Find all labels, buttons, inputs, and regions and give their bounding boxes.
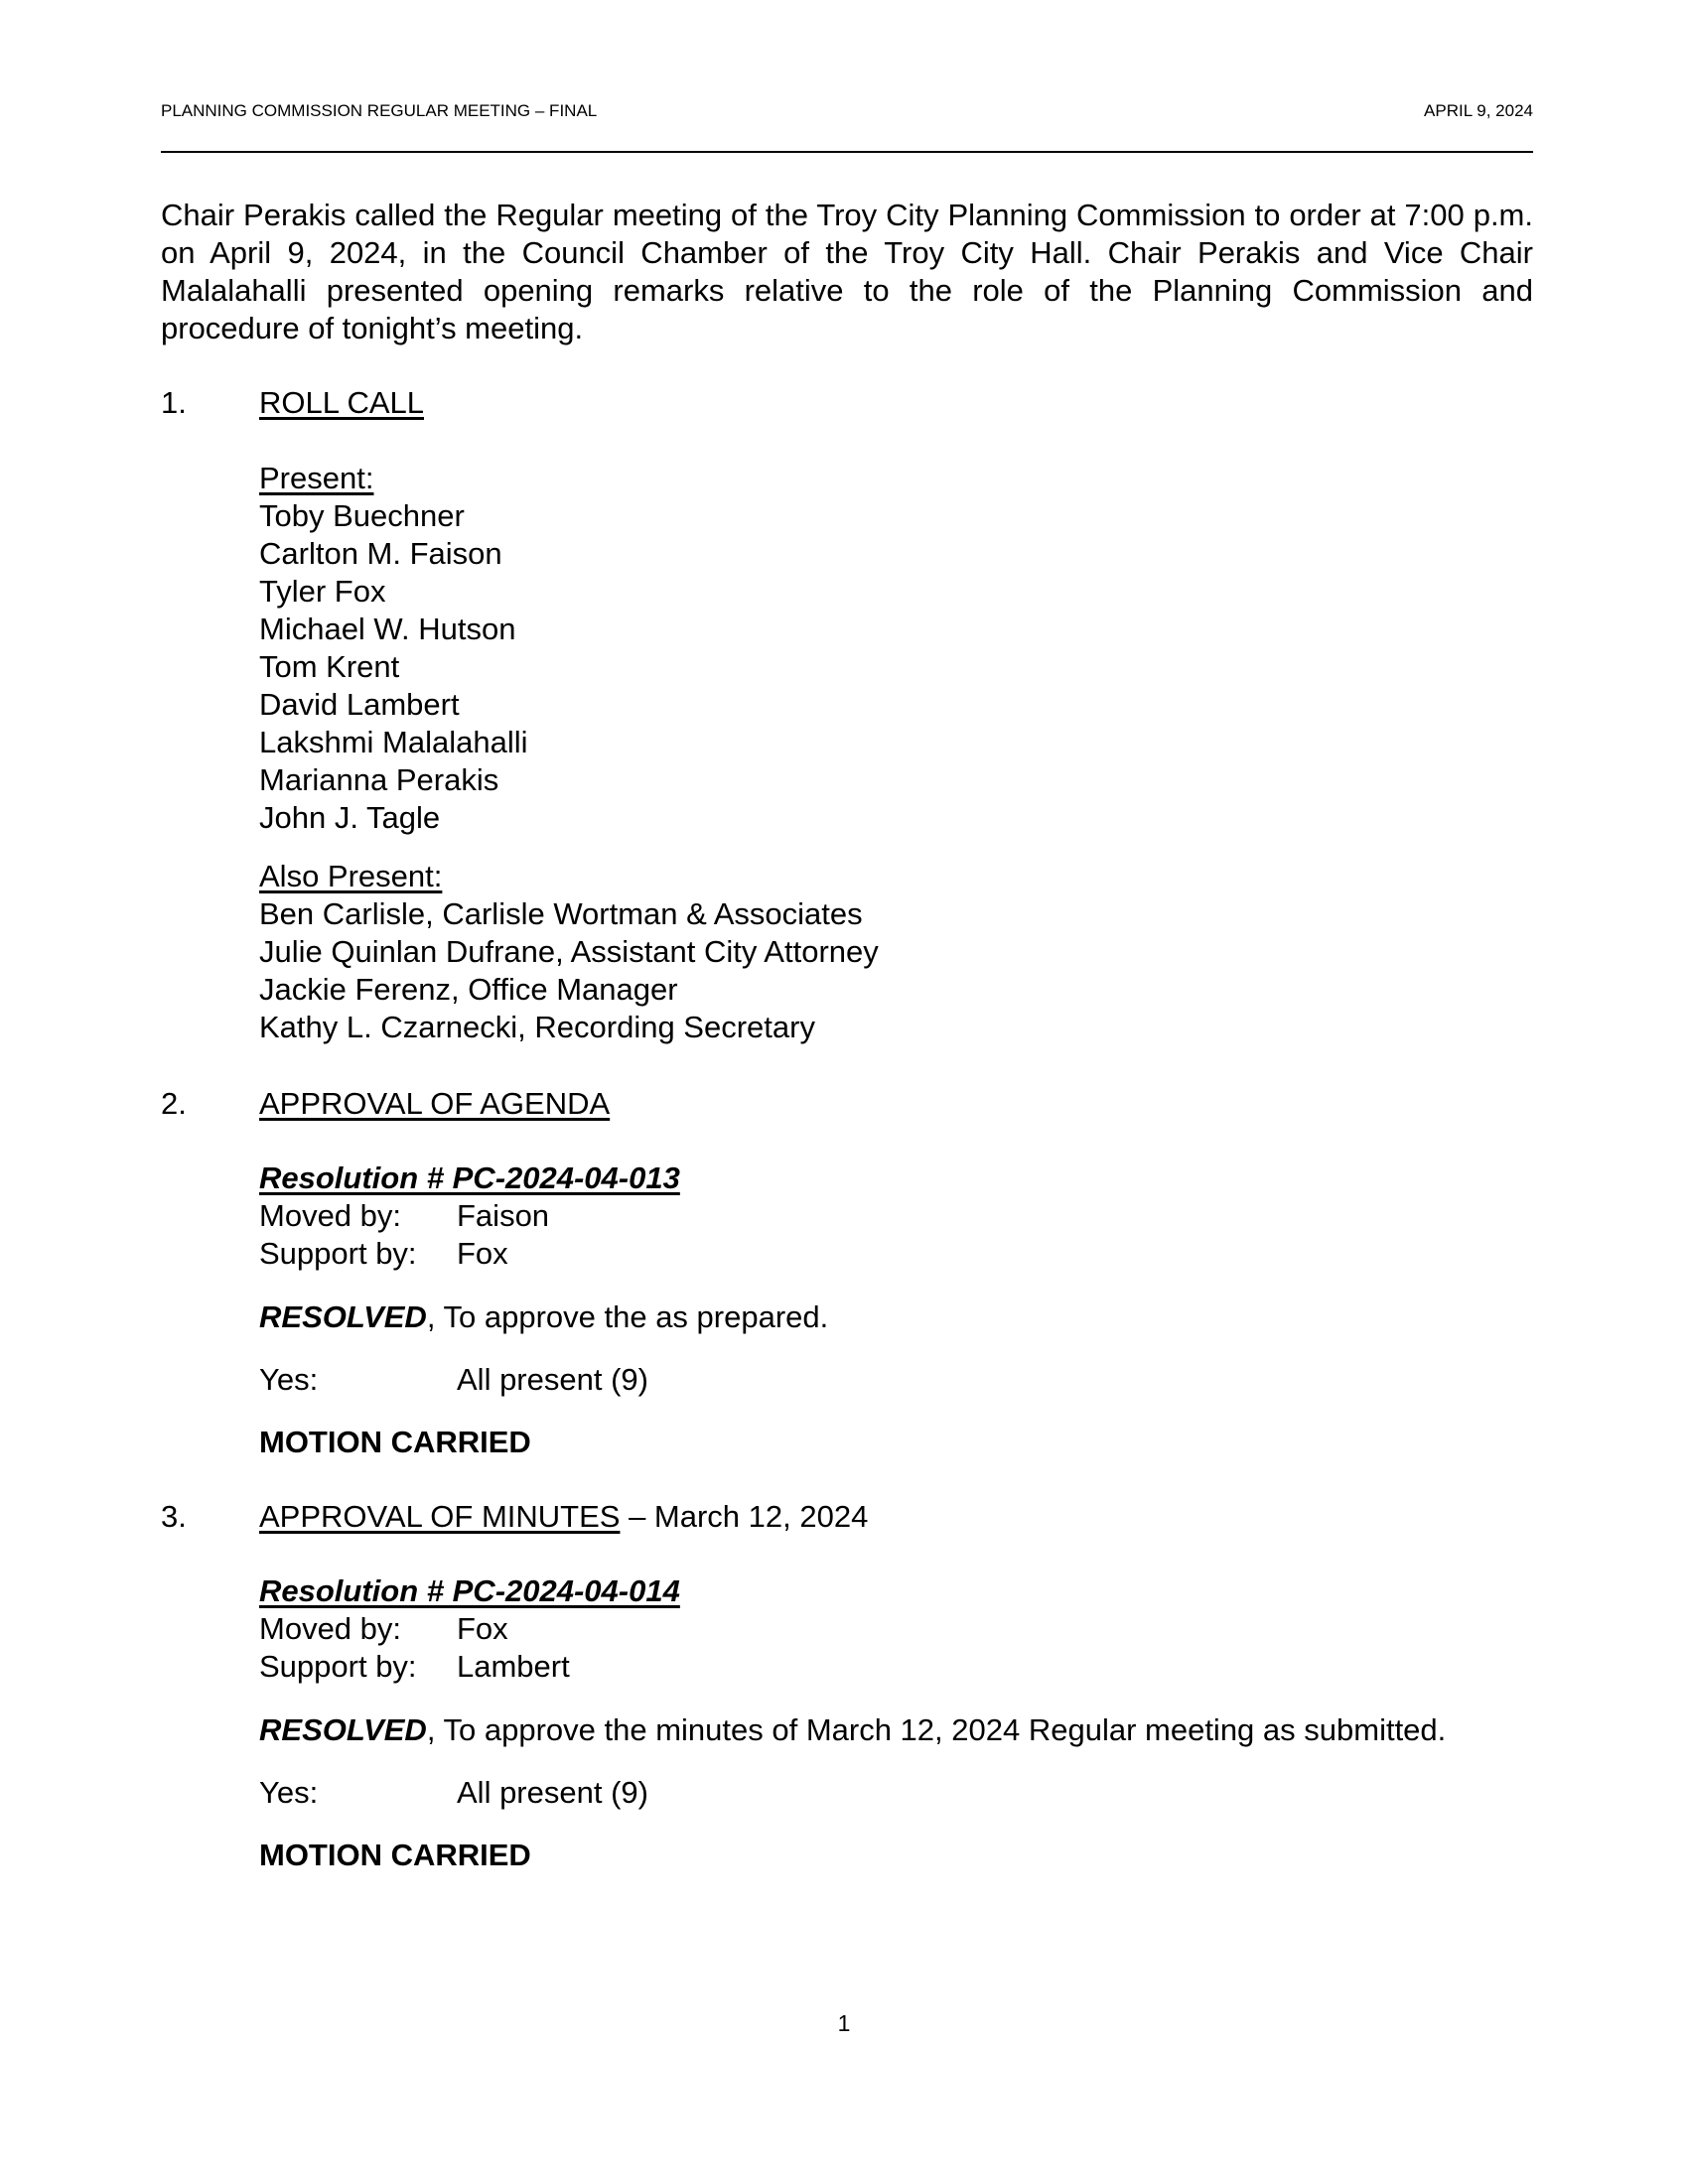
section-number: 1. [161, 385, 187, 420]
section-title [259, 1085, 610, 1123]
section-title [259, 1498, 868, 1536]
resolved-statement [259, 1298, 828, 1336]
vote-row [259, 1774, 648, 1812]
page-header [161, 101, 1533, 153]
present-member: Tyler Fox [259, 574, 386, 609]
resolution-number: Resolution # PC-2024-04-013 [259, 1160, 680, 1195]
yes-label: Yes: [259, 1362, 319, 1397]
resolution-block [259, 1572, 680, 1686]
support-by-label: Support by: [259, 1236, 417, 1271]
agenda-title: APPROVAL OF AGENDA [259, 1086, 611, 1121]
support-by-label: Support by: [259, 1649, 417, 1684]
present-member: David Lambert [259, 687, 460, 722]
also-present-person: Kathy L. Czarnecki, Recording Secretary [259, 1010, 815, 1044]
section-title [259, 384, 424, 422]
section-number: 3. [161, 1499, 187, 1534]
also-present-person: Ben Carlisle, Carlisle Wortman & Associates [259, 896, 863, 931]
header-title: PLANNING COMMISSION REGULAR MEETING – FINAL [161, 101, 598, 120]
moved-by-label: Moved by: [259, 1198, 402, 1233]
present-member: Lakshmi Malalahalli [259, 725, 528, 759]
also-present-person: Julie Quinlan Dufrane, Assistant City Attorney [259, 934, 879, 969]
also-present-label: Also Present: [259, 859, 443, 893]
intro-paragraph: Chair Perakis called the Regular meeting of the Troy City Planning Commission to order at 7:00 p.m. on April 9, 2024, in the Council Chamber of the Troy City Hall. Chair Perakis and Vice Chair Malalahalli presented opening remarks relative to the role of the Planning Commission and procedure of tonight’s meeting. [161, 198, 1533, 345]
resolved-word: RESOLVED [259, 1299, 427, 1334]
also-present-list [259, 858, 879, 1046]
present-member: Michael W. Hutson [259, 612, 516, 646]
minutes-title: APPROVAL OF MINUTES [259, 1499, 621, 1534]
yes-value: All present (9) [457, 1362, 648, 1397]
support-by-value: Fox [457, 1236, 508, 1271]
support-by-row [259, 1235, 680, 1273]
yes-label: Yes: [259, 1775, 319, 1810]
present-label: Present: [259, 461, 374, 495]
section-number: 2. [161, 1086, 187, 1121]
page-number: 1 [837, 2010, 851, 2036]
present-member: Carlton M. Faison [259, 536, 502, 571]
resolved-word: RESOLVED [259, 1712, 427, 1747]
moved-by-row [259, 1197, 680, 1235]
motion-carried: MOTION CARRIED [259, 1838, 531, 1872]
resolution-number: Resolution # PC-2024-04-014 [259, 1573, 680, 1608]
resolved-statement [259, 1711, 1446, 1749]
present-member: Toby Buechner [259, 498, 465, 533]
resolved-text: , To approve the minutes of March 12, 2024 Regular meeting as submitted. [426, 1712, 1447, 1747]
minutes-title-suffix: – March 12, 2024 [620, 1499, 869, 1534]
present-member: Marianna Perakis [259, 762, 499, 797]
yes-value: All present (9) [457, 1775, 648, 1810]
resolved-text: , To approve the as prepared. [426, 1299, 829, 1334]
motion-carried: MOTION CARRIED [259, 1425, 531, 1459]
moved-by-value: Fox [457, 1611, 508, 1646]
roll-call-title: ROLL CALL [259, 385, 424, 420]
moved-by-value: Faison [457, 1198, 550, 1233]
vote-row [259, 1361, 648, 1399]
present-member: John J. Tagle [259, 800, 441, 835]
present-list [259, 460, 528, 837]
present-member: Tom Krent [259, 649, 400, 684]
moved-by-label: Moved by: [259, 1611, 402, 1646]
moved-by-row [259, 1610, 680, 1648]
also-present-person: Jackie Ferenz, Office Manager [259, 972, 678, 1007]
support-by-value: Lambert [457, 1649, 570, 1684]
resolution-block [259, 1160, 680, 1273]
support-by-row [259, 1648, 680, 1686]
header-date: APRIL 9, 2024 [1424, 101, 1533, 120]
